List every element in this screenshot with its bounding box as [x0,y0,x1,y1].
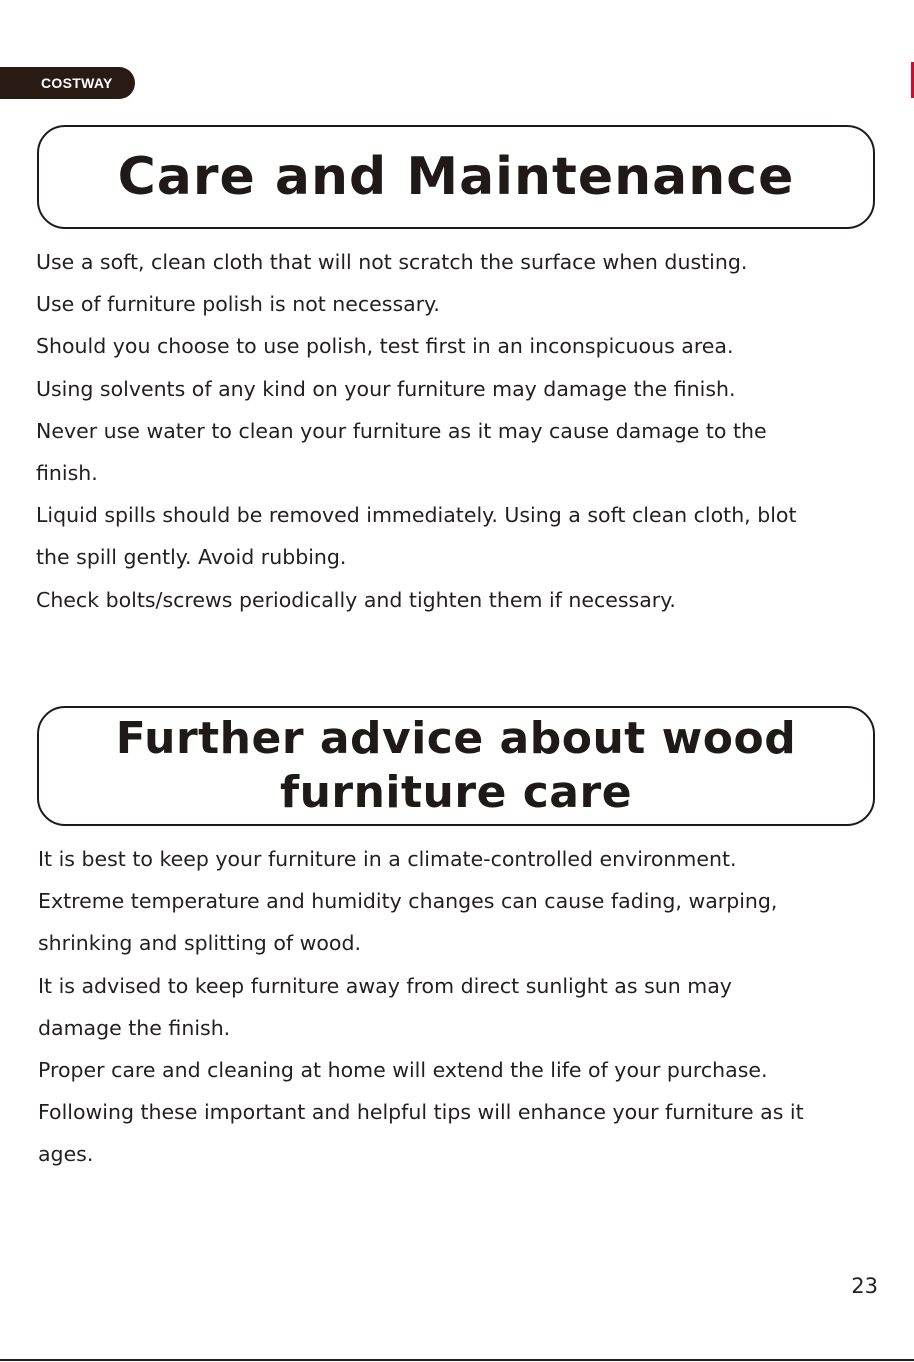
brand-logo-text: COSTWAY [41,75,113,91]
care-line: finish. [36,461,98,486]
advice-line: damage the finish. [38,1015,231,1040]
advice-line: ages. [38,1142,94,1167]
page-number: 23 [851,1274,878,1298]
care-line: Using solvents of any kind on your furniture may damage the finish. [36,376,736,401]
care-title: Care and Maintenance [117,147,795,207]
advice-line: Following these important and helpful tips will enhance your furniture as it [38,1100,804,1125]
care-line: Check bolts/screws periodically and tighten them if necessary. [36,587,676,612]
advice-line: It is best to keep your furniture in a climate-controlled environment. [38,847,737,871]
care-line: Liquid spills should be removed immediately. Using a soft clean cloth, blot [36,503,797,528]
advice-line: Proper care and cleaning at home will extend the life of your purchase. [38,1058,768,1083]
advice-title [116,712,797,820]
care-title-box [37,125,875,229]
advice-title-box [37,706,875,826]
care-line: the spill gently. Avoid rubbing. [36,545,347,570]
advice-instructions [38,838,888,1176]
brand-tab [0,67,135,99]
care-line: Never use water to clean your furniture as it may cause damage to the [36,418,767,443]
advice-line: It is advised to keep furniture away from direct sunlight as sun may [38,973,732,998]
care-line: Use a soft, clean cloth that will not scratch the surface when dusting. [36,250,748,274]
advice-title-line1: Further advice about wood [115,713,797,764]
advice-title-line2: furniture care [279,767,633,818]
advice-line: Extreme temperature and humidity changes can cause fading, warping, [38,889,778,914]
care-instructions [36,241,886,621]
care-line: Should you choose to use polish, test first in an inconspicuous area. [36,334,734,359]
bottom-rule [0,1359,914,1361]
care-line: Use of furniture polish is not necessary. [36,292,440,317]
advice-line: shrinking and splitting of wood. [38,931,361,956]
